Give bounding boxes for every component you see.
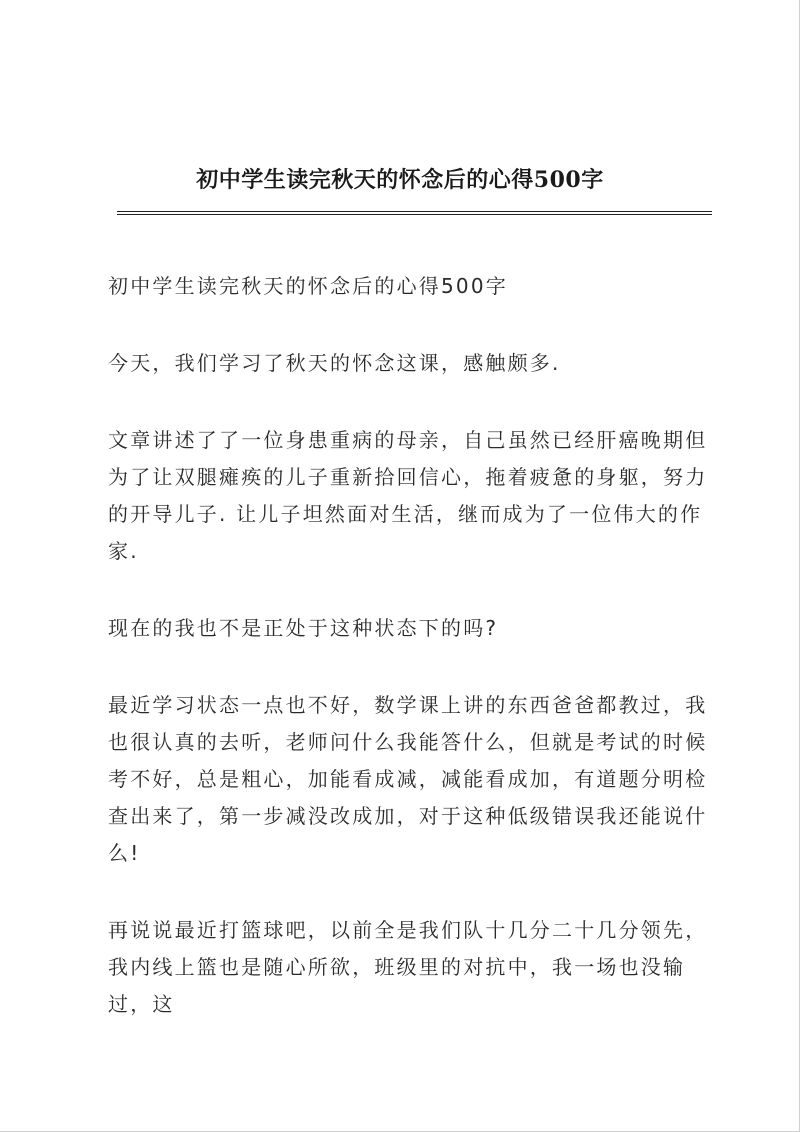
title-divider-bottom xyxy=(117,214,712,215)
paragraph-heading: 初中学生读完秋天的怀念后的心得500字 xyxy=(108,274,508,298)
paragraph-summary: 文章讲述了了一位身患重病的母亲，自己虽然已经肝癌晚期但为了让双腿瘫痪的儿子重新拾回信心，拖着疲惫的身躯，努力的开导儿子. 让儿子坦然面对生活，继而成为了一位伟大的作家. xyxy=(108,428,708,563)
paragraph-question: 现在的我也不是正处于这种状态下的吗? xyxy=(108,616,499,640)
document-body xyxy=(108,268,714,1063)
paragraph-intro: 今天，我们学习了秋天的怀念这课，感触颇多. xyxy=(108,351,561,375)
title-divider-top xyxy=(117,211,712,212)
paragraph-basketball: 再说说最近打篮球吧，以前全是我们队十几分二十几分领先，我内线上篮也是随心所欲，班级里的对抗中，我一场也没输过，这 xyxy=(108,918,708,1016)
document-title: 初中学生读完秋天的怀念后的心得500字 xyxy=(196,167,604,193)
paragraph-study: 最近学习状态一点也不好，数学课上讲的东西爸爸都教过，我也很认真的去听，老师问什么我能答什么，但就是考试的时候考不好，总是粗心，加能看成减，减能看成加，有道题分明检查出来了，第一步减没改成加，对于这种低级错误我还能说什么! xyxy=(108,693,708,865)
